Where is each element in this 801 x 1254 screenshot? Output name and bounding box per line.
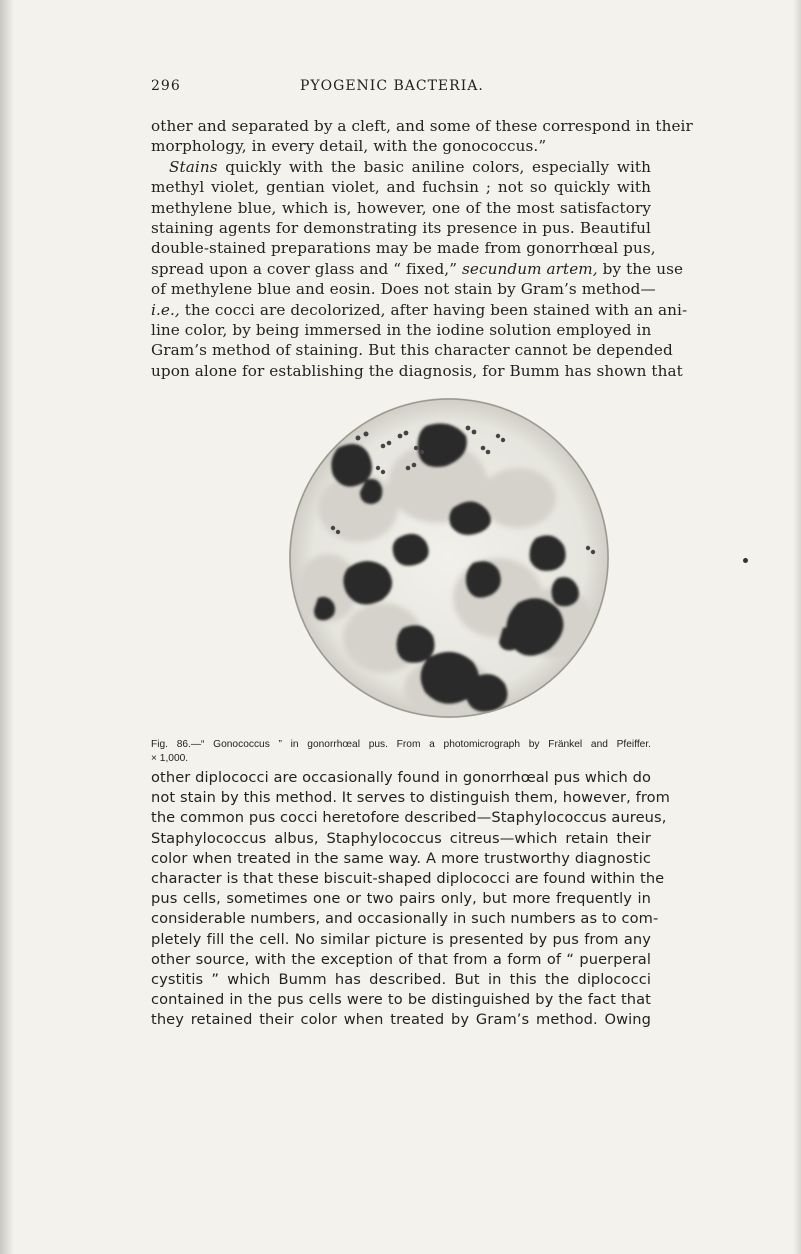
text-line: of methylene blue and eosin. Does not stain by Gram’s method— [151,280,656,299]
text-line: methylene blue, which is, however, one of the most satisfactory [151,198,651,217]
text-line: Gram’s method of staining. But this character cannot be depended [151,341,673,360]
italic-run: i.e., [151,300,180,319]
caption-line: Fig. 86.—“ Gonococcus ” in gonorrhœal pus. From a photomicrograph by Fränkel and Pfeiffer. [151,739,651,750]
text-line [151,300,688,320]
text-line: pus cells, sometimes one or two pairs only, but more frequently in [151,890,651,908]
italic-run: secundum artem, [462,259,598,278]
text-line: upon alone for establishing the diagnosis, for Bumm has shown that [151,361,683,380]
text-line: other diplococci are occasionally found in gonorrhœal pus which do [151,769,651,786]
text-run: the cocci are decolorized, after having been stained with an ani- [179,300,688,319]
text-line: cystitis ” which Bumm has described. But in this the diplococci [151,970,651,988]
text-line [151,157,651,177]
text-line: considerable numbers, and occasionally in such numbers as to com- [151,910,659,928]
text-run: by the use [597,259,684,278]
ink-speck [743,558,748,563]
photomicrograph-figure [288,388,610,728]
text-line: pletely fill the cell. No similar picture is presented by pus from any [151,930,651,948]
caption-line: × 1,000. [151,753,189,764]
running-title: PYOGENIC BACTERIA. [300,78,484,94]
text-line: line color, by being immersed in the iodine solution employed in [151,320,652,339]
text-line: methyl violet, gentian violet, and fuchsin ; not so quickly with [151,178,651,197]
paragraph-1 [151,116,693,381]
text-line: staining agents for demonstrating its presence in pus. Beautiful [151,218,651,237]
text-line [151,259,684,279]
page-number: 296 [151,78,181,94]
text-line: they retained their color when treated by Gram’s method. Owing [151,1011,651,1029]
page-header [151,78,651,100]
text-line: character is that these biscuit-shaped diplococci are found within the [151,869,665,887]
text-line: Staphylococcus albus, Staphylococcus citreus—which retain their [151,829,651,847]
text-line: other source, with the exception of that from a form of “ puerperal [151,950,651,968]
text-line: not stain by this method. It serves to distinguish them, however, from [151,789,670,807]
text-line: double-stained preparations may be made from gonorrhœal pus, [151,239,656,258]
paragraph-2 [151,768,670,1030]
text-line: morphology, in every detail, with the gonococcus.” [151,137,547,156]
italic-run: Stains [169,157,218,176]
text-line: color when treated in the same way. A more trustworthy diagnostic [151,849,651,867]
text-line: other and separated by a cleft, and some of these correspond in their [151,117,693,135]
text-run: quickly with the basic aniline colors, especially with [217,157,651,176]
book-binding-shadow [0,0,14,1254]
figure-caption [151,738,651,766]
text-run: spread upon a cover glass and “ fixed,” [151,259,463,278]
text-line: contained in the pus cells were to be distinguished by the fact that [151,991,651,1009]
photomicrograph-image [288,388,610,728]
page-edge-shadow [793,0,801,1254]
text-line: the common pus cocci heretofore described—Staphylococcus aureus, [151,809,667,827]
